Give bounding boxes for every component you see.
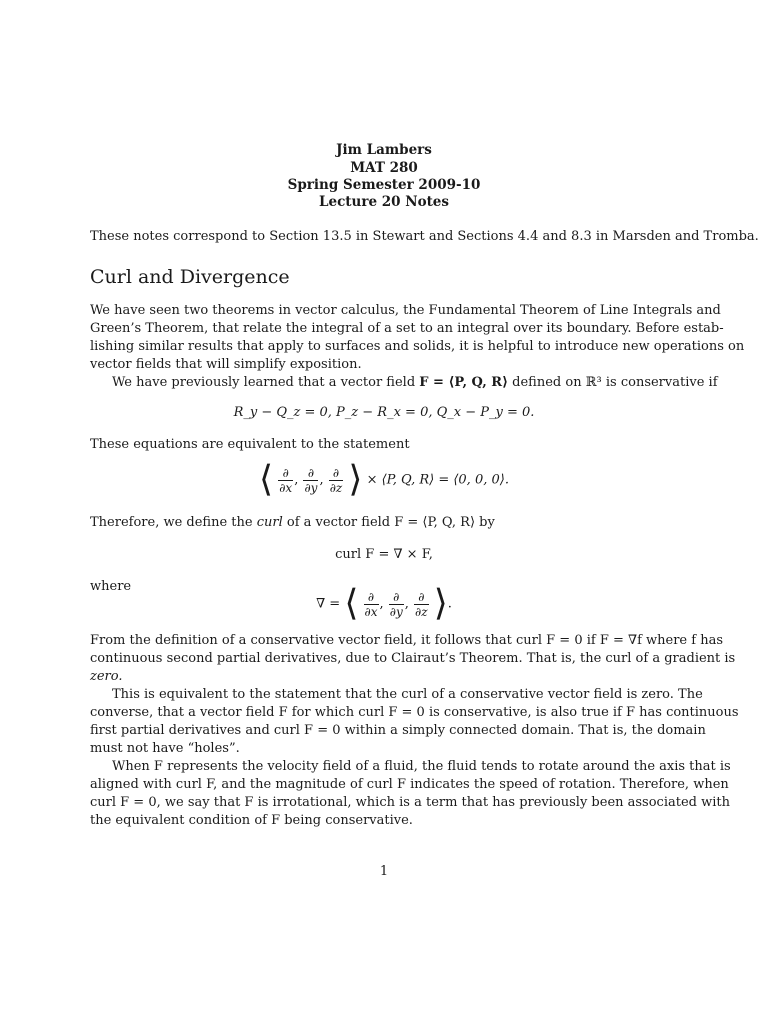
paragraph-5: From the definition of a conservative vector field, it follows that curl F = 0 if F = ∇f where f has continuous second partial derivatives, due to Clairaut’s Theorem. That is, the curl of a gradient is zero. bbox=[90, 633, 736, 684]
paragraph-4: Therefore, we define the curl of a vector field F = ⟨P, Q, R⟩ by bbox=[90, 515, 495, 530]
paragraph-1: We have seen two theorems in vector calculus, the Fundamental Theorem of Line Integrals and Green’s Theorem, that relate the integral of a set to an integral over its boundary. Before estab- lishing similar results that apply to surfaces and solids, it is helpful to introduce new operations on vector fields that will simplify exposition. bbox=[90, 303, 745, 372]
author-name: Jim Lambers bbox=[336, 142, 432, 158]
course-code: MAT 280 bbox=[350, 160, 418, 176]
fraction-dz: $\frac{\partial}{\partial z}$ bbox=[415, 589, 428, 619]
fraction-dy: $\frac{\partial}{\partial y}$ bbox=[304, 465, 318, 495]
paragraph-2: We have previously learned that a vector field F = ⟨P, Q, R⟩ defined on ℝ³ is conservative if bbox=[112, 375, 718, 390]
intro-text: These notes correspond to Section 13.5 in Stewart and Sections 4.4 and 8.3 in Marsden and Tromba. bbox=[90, 229, 759, 244]
nabla-symbol: ∇ = bbox=[316, 596, 341, 612]
lecture-title: Lecture 20 Notes bbox=[318, 194, 449, 210]
fraction-dy: $\frac{\partial}{\partial y}$ bbox=[389, 589, 403, 619]
equation-del-cross: ⟨ $\frac{\partial}{\partial x}$ , $\frac{\partial}{\partial y}$ , $\frac{\partial}{\partial z}$ ⟩ × ⟨P, Q, R⟩ = ⟨0, 0, 0⟩. bbox=[259, 459, 509, 500]
paragraph-3: These equations are equivalent to the statement bbox=[90, 437, 410, 452]
equation-nabla: ∇ = ⟨ $\frac{\partial}{\partial x}$ , $\frac{\partial}{\partial y}$ , $\frac{\partial}{\partial z}$ ⟩. bbox=[316, 583, 452, 624]
paragraph-6: This is equivalent to the statement that the curl of a conservative vector field is zero. The converse, that a vector field F for which curl F = 0 is conservative, is also true if F has continuous first partial derivatives and curl F = 0 within a simply connected domain. That is, the domain must not have “holes”. bbox=[90, 687, 739, 756]
right-angle-bracket: ⟩ bbox=[433, 583, 448, 624]
fraction-dx: $\frac{\partial}{\partial x}$ bbox=[279, 465, 293, 495]
paragraph-7: When F represents the velocity field of a fluid, the fluid tends to rotate around the axis that is aligned with curl F, and the magnitude of curl F indicates the speed of rotation. Therefore, when curl F = 0, we say that F is irrotational, which is a term that has previously been associated with the equivalent condition of F being conservative. bbox=[90, 759, 731, 828]
right-angle-bracket: ⟩ bbox=[348, 459, 363, 500]
left-angle-bracket: ⟨ bbox=[259, 459, 274, 500]
where-label: where bbox=[90, 579, 132, 594]
section-title: Curl and Divergence bbox=[90, 266, 290, 288]
fraction-dz: $\frac{\partial}{\partial z}$ bbox=[329, 465, 343, 495]
left-angle-bracket: ⟨ bbox=[344, 583, 359, 624]
equation-curl-definition: curl F = ∇ × F, bbox=[335, 547, 433, 562]
page-number: 1 bbox=[379, 864, 389, 879]
equation-conservative-conditions: R_y − Q_z = 0, P_z − R_x = 0, Q_x − P_y = 0. bbox=[233, 405, 535, 420]
fraction-dx: $\frac{\partial}{\partial x}$ bbox=[364, 589, 378, 619]
semester: Spring Semester 2009-10 bbox=[287, 177, 481, 193]
